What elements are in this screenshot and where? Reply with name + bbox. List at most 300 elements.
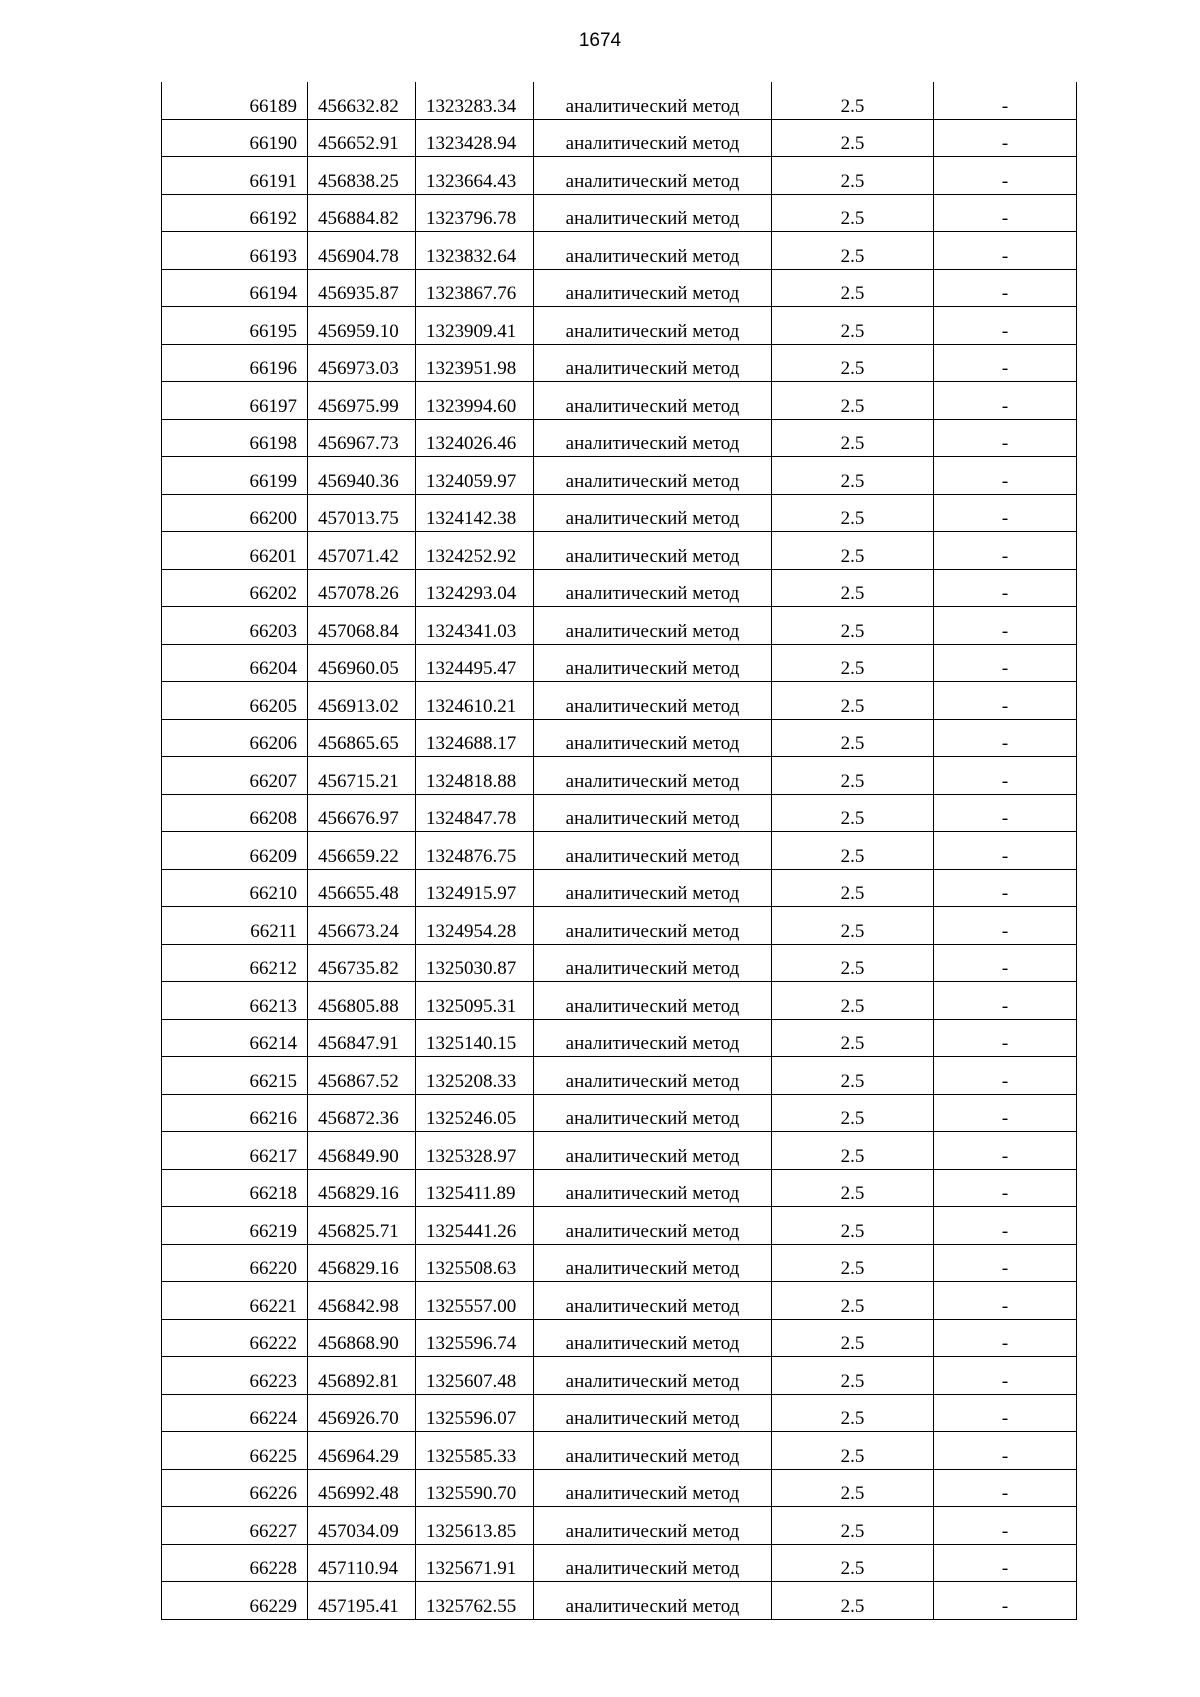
note-cell <box>934 644 1077 682</box>
cell-text: аналитический метод <box>565 1370 740 1392</box>
cell-text: 456652.91 <box>318 133 399 154</box>
point-number-cell <box>162 419 308 457</box>
accuracy-cell <box>772 457 934 495</box>
y-coordinate-cell <box>416 1469 534 1507</box>
x-coordinate-cell <box>308 1207 416 1245</box>
cell-text: аналитический метод <box>565 1033 740 1054</box>
table-row <box>162 1357 1077 1395</box>
y-coordinate-cell <box>416 1207 534 1245</box>
method-cell <box>534 1582 772 1620</box>
cell-text: 456673.24 <box>318 920 399 942</box>
cell-text: 1324252.92 <box>426 545 517 567</box>
point-number-cell <box>162 1207 308 1245</box>
accuracy-cell <box>772 1544 934 1582</box>
note-cell <box>934 1582 1077 1620</box>
cell-text: 457068.84 <box>318 620 399 642</box>
cell-text: 66210 <box>249 883 297 904</box>
cell-text: 456838.25 <box>318 170 399 192</box>
y-coordinate-cell <box>416 1319 534 1357</box>
cell-text: 456849.90 <box>318 1145 399 1167</box>
note-cell <box>934 794 1077 832</box>
note-cell <box>934 1019 1077 1057</box>
cell-text: 457110.94 <box>318 1558 399 1579</box>
cell-text: аналитический метод <box>565 920 740 942</box>
table-row <box>162 1582 1077 1620</box>
point-number-cell <box>162 1132 308 1170</box>
method-cell <box>534 1244 772 1282</box>
cell-text: - <box>1001 1520 1009 1542</box>
x-coordinate-cell <box>308 344 416 382</box>
cell-text: 66189 <box>249 95 297 117</box>
cell-text: 2.5 <box>840 245 865 267</box>
x-coordinate-cell <box>308 794 416 832</box>
cell-text: аналитический метод <box>565 133 740 154</box>
note-cell <box>934 757 1077 795</box>
cell-text: 456867.52 <box>318 1070 399 1092</box>
method-cell <box>534 1094 772 1132</box>
cell-text: 1324610.21 <box>426 695 517 717</box>
cell-text: 66219 <box>249 1220 297 1242</box>
y-coordinate-cell <box>416 1132 534 1170</box>
cell-text: - <box>1001 695 1009 717</box>
point-number-cell <box>162 157 308 195</box>
accuracy-cell <box>772 832 934 870</box>
cell-text: 456655.48 <box>318 883 399 904</box>
table-row <box>162 119 1077 157</box>
cell-text: 456913.02 <box>318 695 399 717</box>
note-cell <box>934 682 1077 720</box>
cell-text: 66212 <box>249 958 297 979</box>
accuracy-cell <box>772 757 934 795</box>
cell-text: 1324293.04 <box>426 583 517 604</box>
x-coordinate-cell <box>308 194 416 232</box>
point-number-cell <box>162 682 308 720</box>
table-row <box>162 719 1077 757</box>
cell-text: - <box>1001 208 1009 229</box>
y-coordinate-cell <box>416 157 534 195</box>
cell-text: аналитический метод <box>565 1333 740 1354</box>
table-row <box>162 1019 1077 1057</box>
method-cell <box>534 1019 772 1057</box>
point-number-cell <box>162 1169 308 1207</box>
method-cell <box>534 944 772 982</box>
cell-text: 2.5 <box>840 1445 865 1467</box>
note-cell <box>934 419 1077 457</box>
cell-text: 66203 <box>249 620 297 642</box>
accuracy-cell <box>772 719 934 757</box>
point-number-cell <box>162 1319 308 1357</box>
method-cell <box>534 1394 772 1432</box>
cell-text: 1325762.55 <box>426 1595 517 1617</box>
cell-text: 456805.88 <box>318 995 399 1017</box>
note-cell <box>934 494 1077 532</box>
note-cell <box>934 832 1077 870</box>
method-cell <box>534 569 772 607</box>
note-cell <box>934 1319 1077 1357</box>
point-number-cell <box>162 1469 308 1507</box>
cell-text: аналитический метод <box>565 583 740 604</box>
cell-text: 66205 <box>249 695 297 717</box>
note-cell <box>934 1544 1077 1582</box>
x-coordinate-cell <box>308 307 416 345</box>
x-coordinate-cell <box>308 944 416 982</box>
coordinates-table <box>161 82 1077 1620</box>
x-coordinate-cell <box>308 1507 416 1545</box>
y-coordinate-cell <box>416 757 534 795</box>
cell-text: 66217 <box>249 1145 297 1167</box>
table-row <box>162 1394 1077 1432</box>
cell-text: 1323951.98 <box>426 358 517 379</box>
note-cell <box>934 1207 1077 1245</box>
cell-text: - <box>1001 1445 1009 1467</box>
accuracy-cell <box>772 307 934 345</box>
cell-text: 2.5 <box>840 1520 865 1542</box>
cell-text: - <box>1001 808 1009 829</box>
accuracy-cell <box>772 344 934 382</box>
accuracy-cell <box>772 1357 934 1395</box>
cell-text: - <box>1001 583 1009 604</box>
cell-text: 66196 <box>249 358 297 379</box>
x-coordinate-cell <box>308 494 416 532</box>
cell-text: 66207 <box>249 770 297 792</box>
accuracy-cell <box>772 269 934 307</box>
note-cell <box>934 82 1077 119</box>
x-coordinate-cell <box>308 1019 416 1057</box>
accuracy-cell <box>772 1469 934 1507</box>
cell-text: 2.5 <box>840 1295 865 1317</box>
point-number-cell <box>162 832 308 870</box>
cell-text: 456926.70 <box>318 1408 399 1429</box>
cell-text: 66193 <box>249 245 297 267</box>
table-row <box>162 1432 1077 1470</box>
y-coordinate-cell <box>416 382 534 420</box>
x-coordinate-cell <box>308 532 416 570</box>
cell-text: 456825.71 <box>318 1220 399 1242</box>
cell-text: 1325140.15 <box>426 1033 517 1054</box>
cell-text: 456884.82 <box>318 208 399 229</box>
cell-text: 2.5 <box>840 395 865 417</box>
point-number-cell <box>162 1582 308 1620</box>
cell-text: - <box>1001 620 1009 642</box>
point-number-cell <box>162 1544 308 1582</box>
table-row <box>162 419 1077 457</box>
cell-text: 1325607.48 <box>426 1370 517 1392</box>
cell-text: аналитический метод <box>565 470 740 492</box>
method-cell <box>534 1357 772 1395</box>
y-coordinate-cell <box>416 1169 534 1207</box>
cell-text: 2.5 <box>840 1183 865 1204</box>
cell-text: аналитический метод <box>565 320 740 342</box>
table-row <box>162 794 1077 832</box>
method-cell <box>534 382 772 420</box>
table-row <box>162 194 1077 232</box>
x-coordinate-cell <box>308 1244 416 1282</box>
note-cell <box>934 1132 1077 1170</box>
point-number-cell <box>162 344 308 382</box>
cell-text: 457078.26 <box>318 583 399 604</box>
cell-text: аналитический метод <box>565 245 740 267</box>
method-cell <box>534 719 772 757</box>
cell-text: - <box>1001 845 1009 867</box>
table-row <box>162 82 1077 119</box>
x-coordinate-cell <box>308 82 416 119</box>
note-cell <box>934 719 1077 757</box>
x-coordinate-cell <box>308 1057 416 1095</box>
method-cell <box>534 907 772 945</box>
cell-text: 66190 <box>249 133 297 154</box>
method-cell <box>534 1169 772 1207</box>
method-cell <box>534 1469 772 1507</box>
cell-text: 66201 <box>249 545 297 567</box>
cell-text: 2.5 <box>840 1595 865 1617</box>
cell-text: 456632.82 <box>318 95 399 117</box>
cell-text: аналитический метод <box>565 208 740 229</box>
y-coordinate-cell <box>416 1094 534 1132</box>
note-cell <box>934 1094 1077 1132</box>
table-row <box>162 607 1077 645</box>
cell-text: 456960.05 <box>318 658 399 679</box>
cell-text: 2.5 <box>840 358 865 379</box>
table-body <box>162 82 1077 1619</box>
x-coordinate-cell <box>308 907 416 945</box>
method-cell <box>534 119 772 157</box>
cell-text: 456892.81 <box>318 1370 399 1392</box>
y-coordinate-cell <box>416 344 534 382</box>
cell-text: 1325590.70 <box>426 1483 517 1504</box>
y-coordinate-cell <box>416 794 534 832</box>
point-number-cell <box>162 307 308 345</box>
note-cell <box>934 1057 1077 1095</box>
cell-text: 456904.78 <box>318 245 399 267</box>
cell-text: 66225 <box>249 1445 297 1467</box>
y-coordinate-cell <box>416 569 534 607</box>
method-cell <box>534 157 772 195</box>
y-coordinate-cell <box>416 832 534 870</box>
point-number-cell <box>162 1244 308 1282</box>
cell-text: 1323283.34 <box>426 95 517 117</box>
cell-text: 1325441.26 <box>426 1220 517 1242</box>
cell-text: - <box>1001 1295 1009 1317</box>
cell-text: - <box>1001 358 1009 379</box>
cell-text: - <box>1001 1595 1009 1617</box>
cell-text: 2.5 <box>840 883 865 904</box>
x-coordinate-cell <box>308 1282 416 1320</box>
method-cell <box>534 232 772 270</box>
y-coordinate-cell <box>416 907 534 945</box>
cell-text: аналитический метод <box>565 170 740 192</box>
x-coordinate-cell <box>308 382 416 420</box>
cell-text: аналитический метод <box>565 1183 740 1204</box>
cell-text: 2.5 <box>840 1108 865 1129</box>
cell-text: 2.5 <box>840 508 865 529</box>
cell-text: 457013.75 <box>318 508 399 529</box>
y-coordinate-cell <box>416 644 534 682</box>
accuracy-cell <box>772 907 934 945</box>
cell-text: 2.5 <box>840 583 865 604</box>
cell-text: 66208 <box>249 808 297 829</box>
point-number-cell <box>162 269 308 307</box>
accuracy-cell <box>772 944 934 982</box>
note-cell <box>934 457 1077 495</box>
cell-text: 1324495.47 <box>426 658 517 679</box>
cell-text: аналитический метод <box>565 358 740 379</box>
cell-text: 2.5 <box>840 1145 865 1167</box>
cell-text: - <box>1001 133 1009 154</box>
cell-text: - <box>1001 283 1009 304</box>
accuracy-cell <box>772 1282 934 1320</box>
table-row <box>162 494 1077 532</box>
cell-text: - <box>1001 958 1009 979</box>
x-coordinate-cell <box>308 832 416 870</box>
point-number-cell <box>162 1094 308 1132</box>
cell-text: 66198 <box>249 433 297 454</box>
x-coordinate-cell <box>308 1094 416 1132</box>
table-row <box>162 569 1077 607</box>
y-coordinate-cell <box>416 719 534 757</box>
cell-text: 66228 <box>249 1558 297 1579</box>
cell-text: 66214 <box>249 1033 297 1054</box>
x-coordinate-cell <box>308 982 416 1020</box>
table-row <box>162 307 1077 345</box>
y-coordinate-cell <box>416 944 534 982</box>
cell-text: - <box>1001 395 1009 417</box>
table-row <box>162 1282 1077 1320</box>
table-row <box>162 944 1077 982</box>
cell-text: 1325613.85 <box>426 1520 517 1542</box>
method-cell <box>534 682 772 720</box>
x-coordinate-cell <box>308 1544 416 1582</box>
cell-text: - <box>1001 770 1009 792</box>
cell-text: 2.5 <box>840 995 865 1017</box>
x-coordinate-cell <box>308 1469 416 1507</box>
cell-text: 2.5 <box>840 1370 865 1392</box>
cell-text: 66202 <box>249 583 297 604</box>
cell-text: - <box>1001 320 1009 342</box>
cell-text: аналитический метод <box>565 95 740 117</box>
method-cell <box>534 1207 772 1245</box>
cell-text: 66195 <box>249 320 297 342</box>
x-coordinate-cell <box>308 119 416 157</box>
cell-text: аналитический метод <box>565 1258 740 1279</box>
x-coordinate-cell <box>308 1357 416 1395</box>
point-number-cell <box>162 1282 308 1320</box>
cell-text: 66191 <box>249 170 297 192</box>
cell-text: 456935.87 <box>318 283 399 304</box>
y-coordinate-cell <box>416 607 534 645</box>
accuracy-cell <box>772 569 934 607</box>
point-number-cell <box>162 907 308 945</box>
point-number-cell <box>162 607 308 645</box>
y-coordinate-cell <box>416 869 534 907</box>
accuracy-cell <box>772 682 934 720</box>
note-cell <box>934 232 1077 270</box>
cell-text: 1325596.07 <box>426 1408 517 1429</box>
point-number-cell <box>162 644 308 682</box>
method-cell <box>534 1544 772 1582</box>
y-coordinate-cell <box>416 1244 534 1282</box>
y-coordinate-cell <box>416 232 534 270</box>
table-row <box>162 269 1077 307</box>
cell-text: аналитический метод <box>565 1558 740 1579</box>
method-cell <box>534 644 772 682</box>
cell-text: аналитический метод <box>565 695 740 717</box>
cell-text: - <box>1001 920 1009 942</box>
cell-text: 1325411.89 <box>426 1183 516 1204</box>
note-cell <box>934 194 1077 232</box>
cell-text: 2.5 <box>840 95 865 117</box>
accuracy-cell <box>772 1132 934 1170</box>
method-cell <box>534 757 772 795</box>
x-coordinate-cell <box>308 757 416 795</box>
y-coordinate-cell <box>416 269 534 307</box>
point-number-cell <box>162 382 308 420</box>
accuracy-cell <box>772 982 934 1020</box>
table-row <box>162 1057 1077 1095</box>
method-cell <box>534 532 772 570</box>
table-row <box>162 982 1077 1020</box>
cell-text: 1323796.78 <box>426 208 517 229</box>
table-row <box>162 1319 1077 1357</box>
cell-text: - <box>1001 1408 1009 1429</box>
cell-text: - <box>1001 1258 1009 1279</box>
cell-text: - <box>1001 245 1009 267</box>
method-cell <box>534 1057 772 1095</box>
cell-text: 66224 <box>249 1408 297 1429</box>
cell-text: 456676.97 <box>318 808 399 829</box>
note-cell <box>934 869 1077 907</box>
table-row <box>162 869 1077 907</box>
cell-text: 1324688.17 <box>426 733 517 754</box>
accuracy-cell <box>772 794 934 832</box>
method-cell <box>534 794 772 832</box>
cell-text: 66221 <box>249 1295 297 1317</box>
cell-text: 66211 <box>250 920 297 942</box>
point-number-cell <box>162 1019 308 1057</box>
cell-text: 1324059.97 <box>426 470 517 492</box>
accuracy-cell <box>772 644 934 682</box>
accuracy-cell <box>772 1244 934 1282</box>
cell-text: 66215 <box>249 1070 297 1092</box>
cell-text: 456829.16 <box>318 1258 399 1279</box>
y-coordinate-cell <box>416 1544 534 1582</box>
table-row <box>162 1244 1077 1282</box>
cell-text: 1325671.91 <box>426 1558 517 1579</box>
method-cell <box>534 419 772 457</box>
cell-text: 66223 <box>249 1370 297 1392</box>
x-coordinate-cell <box>308 1169 416 1207</box>
cell-text: 1325030.87 <box>426 958 517 979</box>
note-cell <box>934 982 1077 1020</box>
cell-text: 2.5 <box>840 1033 865 1054</box>
table-row <box>162 157 1077 195</box>
cell-text: - <box>1001 883 1009 904</box>
cell-text: 66200 <box>249 508 297 529</box>
note-cell <box>934 944 1077 982</box>
cell-text: 2.5 <box>840 208 865 229</box>
method-cell <box>534 869 772 907</box>
cell-text: аналитический метод <box>565 1295 740 1317</box>
cell-text: аналитический метод <box>565 1108 740 1129</box>
table-row <box>162 757 1077 795</box>
accuracy-cell <box>772 607 934 645</box>
cell-text: 1323832.64 <box>426 245 517 267</box>
point-number-cell <box>162 1432 308 1470</box>
table-row <box>162 232 1077 270</box>
cell-text: 456964.29 <box>318 1445 399 1467</box>
table-row <box>162 1132 1077 1170</box>
cell-text: - <box>1001 1108 1009 1129</box>
y-coordinate-cell <box>416 682 534 720</box>
